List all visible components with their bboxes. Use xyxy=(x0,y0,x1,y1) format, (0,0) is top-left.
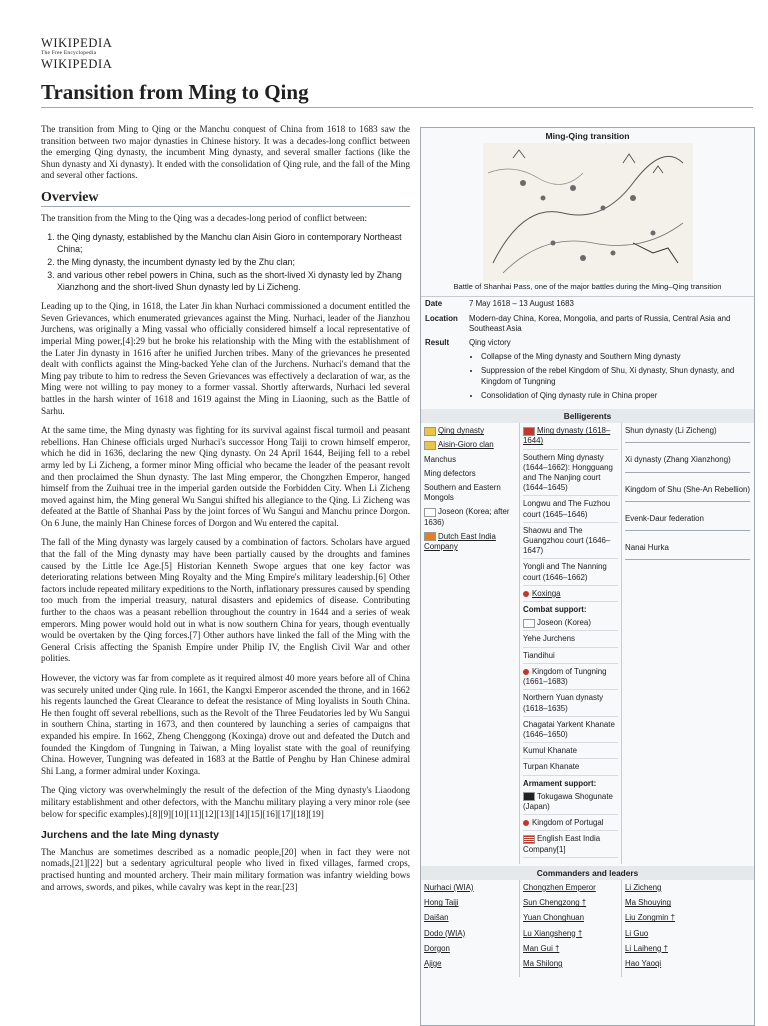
location-value: Modern-day China, Korea, Mongolia, and parts of Russia, Central Asia and Southeast Asia xyxy=(469,313,731,333)
commander-link[interactable]: Daišan xyxy=(424,913,449,923)
commander-link[interactable]: Li Zicheng xyxy=(625,882,662,892)
armament-item: Tokugawa Shogunate (Japan) xyxy=(523,791,613,811)
infobox xyxy=(420,127,755,1026)
commanders-header: Commanders and leaders xyxy=(421,866,754,880)
overview-list xyxy=(41,232,410,293)
commander-link[interactable]: Hao Yaoqi xyxy=(625,958,662,968)
commander-link[interactable]: Sun Chengzong † xyxy=(523,898,587,908)
commanders-ming xyxy=(520,880,622,977)
combat-item: Yehe Jurchens xyxy=(523,634,618,647)
belligerent-text: Joseon (Korea; after 1636) xyxy=(424,507,510,527)
result-value: Qing victory xyxy=(469,338,511,348)
armament-item: English East India Company[1] xyxy=(523,834,601,854)
commander-link[interactable]: Dorgon xyxy=(424,943,450,953)
jurchens-paragraph-1: The Manchus are sometimes described as a nomadic people,[20] when in fact they were not nomads,[21][22] but a sedentary agricultural people who lived in fixed villages, farmed crops, practised hunting and mounted archery. Their main military formation was infantry wielding bows and arrows, swords, and pikes, while cavalry was kept in the rear.[23] xyxy=(41,846,410,892)
belligerent-text: Nanai Hurka xyxy=(625,543,750,560)
article-body xyxy=(41,124,410,901)
belligerent-text: Yongli and The Nanning court (1646–1662) xyxy=(523,562,618,585)
armament-item: Kingdom of Portugal xyxy=(532,818,604,828)
page-title: Transition from Ming to Qing xyxy=(41,80,753,108)
portugal-flag-icon xyxy=(523,820,529,826)
tokugawa-crest-icon xyxy=(523,792,535,801)
list-item: 3. and various other rebel powers in China, such as the short-lived Xi dynasty led by Zhang Xianzhong and the short-lived Shun dynasty led by Li Zicheng. xyxy=(57,270,410,293)
belligerents-qing xyxy=(421,423,520,864)
commander-link[interactable]: Chongzhen Emperor xyxy=(523,882,596,892)
combat-item: Tiandihui xyxy=(523,651,618,664)
commander-link[interactable]: Ma Shilong xyxy=(523,958,563,968)
belligerent-text: Shaowu and The Guangzhou court (1646–1647) xyxy=(523,526,618,560)
combat-item: Kingdom of Tungning (1661–1683) xyxy=(523,666,607,687)
belligerent-text: Manchus xyxy=(424,454,457,464)
combat-item: Chagatai Yarkent Khanate (1646–1650) xyxy=(523,720,618,743)
commander-link[interactable]: Li Laiheng † xyxy=(625,943,668,953)
commander-link[interactable]: Ma Shouying xyxy=(625,898,672,908)
location-row xyxy=(421,312,754,336)
overview-paragraph-3: The fall of the Ming dynasty was largely caused by a combination of factors. Scholars have argued that the fall of the Ming dynasty may have been partially caused by the droughts and famines caused by the Little Ice Age.[5] Historian Kenneth Swope argues that one key factor was deteriorating relations between Ming Royalty and the Ming Empire's military leadership.[6] Other factors include repeated military expeditions to the North, inflationary pressures caused by spending too much from the imperial treasury, natural disasters and epidemics of disease. Contributing further to the chaos was a peasant rebellion throughout the country in 1644 and a series of weak emperors. Ming power would hold out in what is now southern China for years, though eventually would be overtaken by the Qing forces.[7] Other authors have linked the fall of the Ming with the General Crisis affecting the Spanish Empire under Philip IV, the English Civil War and other polities. xyxy=(41,537,410,664)
belligerent-text: Evenk-Daur federation xyxy=(625,514,750,531)
list-item: 2. the Ming dynasty, the incumbent dynasty led by the Zhu clan; xyxy=(57,257,410,268)
overview-heading: Overview xyxy=(41,192,410,207)
qing-flag-icon xyxy=(424,427,436,436)
belligerent-text: Kingdom of Shu (She-An Rebellion) xyxy=(625,485,750,502)
combat-item: Northern Yuan dynasty (1618–1635) xyxy=(523,693,618,716)
commanders-columns xyxy=(421,880,754,977)
belligerent-link[interactable]: Koxinga xyxy=(532,588,561,598)
overview-paragraph-2: At the same time, the Ming dynasty was fighting for its survival against fiscal turmoil and peasant rebellions. Han Chinese officials urged Nurhaci's successor Hong Taiji to crown himself emperor, which he did in 1636, declaring the new Qing dynasty. On 24 April 1644, Beijing fell to a rebel army led by Li Zicheng, a former minor Ming official who became the leader of the peasant revolt and then proclaimed the Shun dynasty. The last Ming emperor, the Chongzhen Emperor, hanged himself from the Zuihuai tree in the imperial garden outside the Forbidden City. When Li Zicheng moved against him, the Ming general Wu Sangui shifted his allegiance to the Qing. Li Zicheng was defeated at the Battle of Shanhai Pass by the joint forces of Wu Sangui and Manchu prince Dorgon. On 6 June, the mainly Han Chinese forces of Dorgon and Wu entered the capital. xyxy=(41,425,410,528)
intro-paragraph: The transition from Ming to Qing or the Manchu conquest of China from 1618 to 1683 saw the transition between two major dynasties in Chinese history. It was a decades-long conflict between the emerging Qing dynasty, the incumbent Ming dynasty, and several smaller factions (like the Shun dynasty and Xi dynasty). It ended with the consolidation of Qing rule, and the fall of the Ming and several other factions. xyxy=(41,124,410,181)
joseon-flag-icon xyxy=(424,508,436,517)
combat-support-label: Combat support: xyxy=(523,605,587,615)
infobox-title: Ming-Qing transition xyxy=(545,131,630,141)
commander-link[interactable]: Hong Taiji xyxy=(424,898,459,908)
date-row xyxy=(421,297,754,311)
commander-link[interactable]: Li Guo xyxy=(625,928,649,938)
belligerents-ming xyxy=(520,423,622,864)
belligerents-columns xyxy=(421,423,754,864)
belligerent-text: Shun dynasty (Li Zicheng) xyxy=(625,426,750,443)
belligerent-text: Longwu and The Fuzhou court (1645–1646) xyxy=(523,499,618,522)
commander-link[interactable]: Ajige xyxy=(424,958,442,968)
belligerent-text: Xi dynasty (Zhang Xianzhong) xyxy=(625,455,750,472)
armament-support-label: Armament support: xyxy=(523,778,597,788)
koxinga-seal-icon xyxy=(523,591,529,597)
belligerent-text: Southern and Eastern Mongols xyxy=(424,483,501,503)
voc-flag-icon xyxy=(424,532,436,541)
tungning-seal-icon xyxy=(523,669,529,675)
overview-paragraph-5: The Qing victory was overwhelmingly the result of the defection of the Ming dynasty's Liaodong military establishment and other defectors, with the Manchu military playing a very minor role (see below for specific examples).[8][9][10][11][12][13][14][15][16][17][18][19] xyxy=(41,785,410,819)
commander-link[interactable]: Liu Zongmin † xyxy=(625,913,676,923)
result-label: Result xyxy=(425,338,450,348)
battle-map-image[interactable] xyxy=(483,143,693,281)
logo-wordmark: WIKIPEDIA xyxy=(41,36,113,50)
belligerents-header: Belligerents xyxy=(421,409,754,423)
commander-link[interactable]: Lu Xiangsheng † xyxy=(523,928,583,938)
list-item: 1. the Qing dynasty, established by the Manchu clan Aisin Gioro in contemporary Northeast China; xyxy=(57,232,410,255)
date-value: 7 May 1618 – 13 August 1683 xyxy=(469,299,574,309)
combat-item: Turpan Khanate xyxy=(523,762,618,775)
belligerent-text: Southern Ming dynasty (1644–1662): Hongguang and The Nanjing court (1644–1645) xyxy=(523,453,618,497)
list-item: • Consolidation of Qing dynasty rule in China proper xyxy=(481,391,750,401)
overview-paragraph-4: However, the victory was far from complete as it required almost 40 more years before all of China was securely united under Qing rule. In 1661, the Kangxi Emperor ascended the throne, and in 1662 his regents launched the Great Clearance to defeat the resistance of Ming loyalists in South China. He then fought off several rebellions, such as the Revolt of the Three Feudatories led by Wu Sangui in southern China, starting in 1673, and then countered by launching a series of campaigns that expanded his empire. In 1662, Zheng Chenggong (Koxinga) drove out and defeated the Dutch and founded the Kingdom of Tungning in Taiwan, a Ming loyalist state with the goal of reunifying China. However, Tungning was defeated in 1683 at the Battle of Penghu by Han Chinese admiral Shi Lang, a former admiral under Koxinga. xyxy=(41,673,410,776)
belligerent-link[interactable]: Ming dynasty (1618–1644) xyxy=(523,426,611,446)
commander-link[interactable]: Nurhaci (WIA) xyxy=(424,882,474,892)
date-label: Date xyxy=(425,299,443,309)
belligerent-link[interactable]: Qing dynasty xyxy=(438,426,485,436)
wikipedia-logo[interactable] xyxy=(41,37,161,71)
commanders-qing xyxy=(421,880,520,977)
result-row xyxy=(421,336,754,407)
combat-item: Joseon (Korea) xyxy=(537,618,591,628)
results-list xyxy=(469,352,750,401)
overview-paragraph-1: Leading up to the Qing, in 1618, the Later Jin khan Nurhaci commissioned a document entitled the Seven Grievances, which enumerated grievances against the Ming. Nurhaci, leader of the Jianzhou Jurchens, was originally a Ming vassal who officially considered himself a local representative of imperial Ming power,[4]:29 but he broke his relationship with the Ming with the establishment of the Later Jin dynasty in 1616 after he unified Jurchen tribes. Many of the grievances he presented dealt with conflicts against the Ming-backed Yehe clan of the Jurchens. Nurhaci's demand that the Ming pay tribute to him to redress the Seven Grievances was effectively a declaration of war, as the Ming were not willing to pay money to a former vassal. Shortly afterwards, Nurhaci led several battles in the harsh winter of 1618 and 1619 against the Ming in Liaoning, such as the Battle of Sarhu. xyxy=(41,301,410,416)
combat-item: Kumul Khanate xyxy=(523,746,618,759)
belligerent-text: Ming defectors xyxy=(424,468,476,478)
ming-flag-icon xyxy=(523,427,535,436)
belligerents-rebels xyxy=(622,423,753,864)
commanders-rebels xyxy=(622,880,753,977)
location-label: Location xyxy=(425,313,458,323)
commander-link[interactable]: Man Gui † xyxy=(523,943,560,953)
commander-link[interactable]: Dodo (WIA) xyxy=(424,928,466,938)
commander-link[interactable]: Yuan Chonghuan xyxy=(523,913,584,923)
belligerent-link[interactable]: Dutch East India Company xyxy=(424,531,496,552)
jurchens-heading: Jurchens and the late Ming dynasty xyxy=(41,829,219,842)
image-caption: Battle of Shanhai Pass, one of the major battles during the Ming–Qing transition xyxy=(421,281,754,297)
aisin-gioro-flag-icon xyxy=(424,441,436,450)
eic-flag-icon xyxy=(523,835,535,844)
logo-tagline: The Free Encyclopedia xyxy=(41,50,97,56)
joseon-flag-icon xyxy=(523,619,535,628)
list-item: • Collapse of the Ming dynasty and Southern Ming dynasty xyxy=(481,352,750,362)
logo-wordmark-2: WIKIPEDIA xyxy=(41,57,113,71)
belligerent-link[interactable]: Aisin-Gioro clan xyxy=(438,440,494,450)
list-item: • Suppression of the rebel Kingdom of Shu, Xi dynasty, Shun dynasty, and Kingdom of Tungning xyxy=(481,366,750,386)
overview-lead: The transition from the Ming to the Qing was a decades-long period of conflict between: xyxy=(41,212,368,223)
